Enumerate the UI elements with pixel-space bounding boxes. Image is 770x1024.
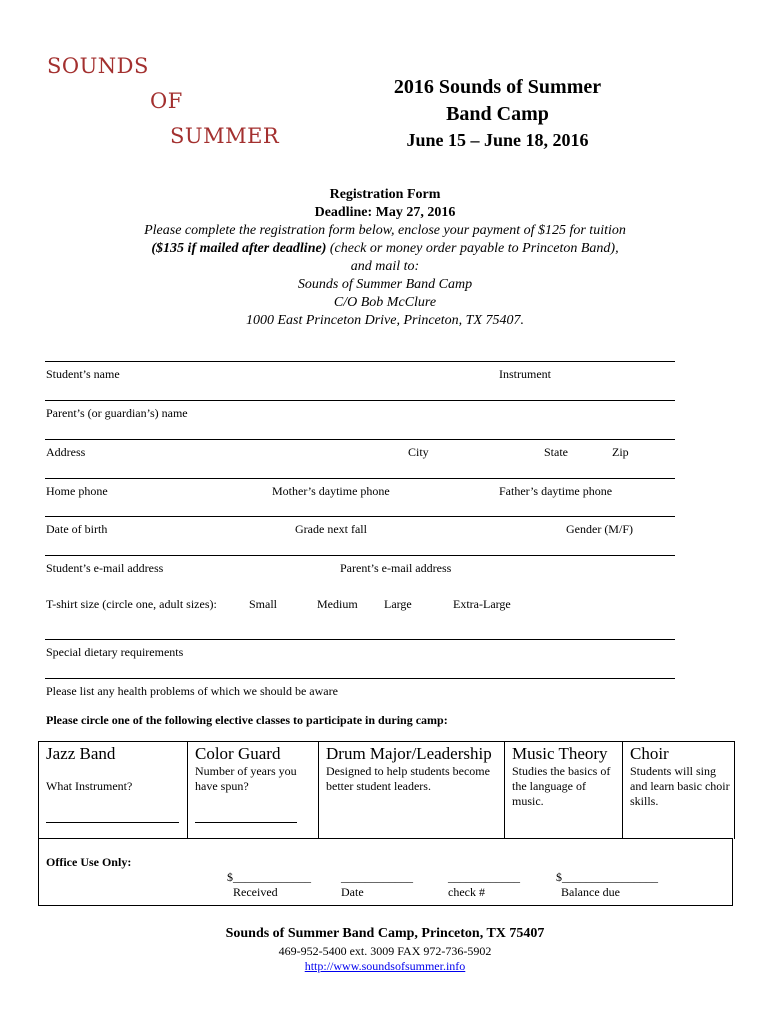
grade-label: Grade next fall (295, 522, 367, 536)
address-line[interactable] (45, 439, 675, 440)
balance-label: Balance due (561, 885, 620, 899)
student-name-line[interactable] (45, 361, 675, 362)
logo-line-sounds: SOUNDS (47, 54, 149, 78)
payable-note: (check or money order payable to Princeton Band), (326, 241, 619, 256)
form-title: Registration Form (329, 187, 441, 202)
footer-phone: 469-952-5400 ext. 3009 FAX 972-736-5902 (278, 944, 492, 958)
gender-label: Gender (M/F) (566, 522, 633, 536)
elective-desc: What Instrument? (46, 779, 133, 793)
date-label: Date (341, 885, 364, 899)
footer-url-row (0, 959, 770, 974)
website-link[interactable]: http://www.soundsofsummer.info (304, 959, 466, 973)
mailing-street: 1000 East Princeton Drive, Princeton, TX 75407. (245, 313, 525, 328)
office-use-box (38, 838, 733, 906)
elective-choir[interactable] (622, 742, 734, 839)
email-line[interactable] (45, 555, 675, 556)
elective-jazz-band[interactable] (39, 742, 187, 839)
instructions-line1: Please complete the registration form below, enclose your payment of $125 for tuition (144, 223, 626, 238)
page-title-line2: Band Camp (446, 103, 549, 125)
tshirt-label: T-shirt size (circle one, adult sizes): (46, 597, 217, 611)
elective-desc: Designed to help students become better student leaders. (326, 764, 490, 793)
elective-desc: Studies the basics of the language of music. (512, 764, 611, 808)
elective-name: Drum Major/Leadership (326, 744, 492, 763)
office-title: Office Use Only: (46, 855, 132, 869)
state-label: State (544, 445, 568, 459)
elective-desc: Number of years you have spun? (195, 764, 297, 793)
elective-color-guard[interactable] (187, 742, 318, 839)
elective-name: Choir (630, 744, 669, 763)
phone-line[interactable] (45, 478, 675, 479)
parent-email-label: Parent’s e-mail address (340, 561, 452, 575)
father-phone-label: Father’s daytime phone (499, 484, 613, 498)
health-line[interactable] (45, 678, 675, 679)
elective-table (38, 741, 735, 839)
elective-prompt: Please circle one of the following elective classes to participate in during camp: (46, 713, 448, 727)
tshirt-large[interactable]: Large (384, 597, 412, 611)
elective-desc: Students will sing and learn basic choir skills. (630, 764, 730, 808)
camp-dates: June 15 – June 18, 2016 (406, 130, 589, 150)
elective-name: Jazz Band (46, 744, 116, 763)
mailing-name: Sounds of Summer Band Camp (297, 277, 473, 292)
page-title-line1: 2016 Sounds of Summer (393, 76, 602, 98)
mother-phone-label: Mother’s daytime phone (272, 484, 390, 498)
tshirt-extra-large[interactable]: Extra-Large (453, 597, 511, 611)
elective-name: Music Theory (512, 744, 608, 763)
mailing-co: C/O Bob McClure (333, 295, 437, 310)
dietary-label: Special dietary requirements (46, 645, 184, 659)
elective-drum-major[interactable] (318, 742, 504, 839)
city-label: City (408, 445, 429, 459)
instrument-blank[interactable] (46, 822, 179, 823)
parent-name-line[interactable] (45, 400, 675, 401)
elective-name: Color Guard (195, 744, 281, 763)
received-blank[interactable]: $_____________ (227, 870, 311, 884)
received-label: Received (233, 885, 278, 899)
check-blank[interactable]: ____________ (448, 870, 520, 884)
date-blank[interactable]: ____________ (341, 870, 413, 884)
footer-title: Sounds of Summer Band Camp, Princeton, TX 75407 (225, 926, 545, 941)
student-name-label: Student’s name (46, 367, 120, 381)
tshirt-medium[interactable]: Medium (317, 597, 358, 611)
dietary-line[interactable] (45, 639, 675, 640)
instrument-label: Instrument (499, 367, 551, 381)
zip-label: Zip (612, 445, 629, 459)
logo-line-summer: SUMMER (170, 124, 280, 148)
deadline: Deadline: May 27, 2016 (314, 205, 456, 220)
dob-line[interactable] (45, 516, 675, 517)
student-email-label: Student’s e-mail address (46, 561, 164, 575)
dob-label: Date of birth (46, 522, 108, 536)
check-label: check # (448, 885, 485, 899)
tshirt-small[interactable]: Small (249, 597, 278, 611)
home-phone-label: Home phone (46, 484, 108, 498)
address-label: Address (46, 445, 86, 459)
years-spun-blank[interactable] (195, 822, 297, 823)
late-fee-note: ($135 if mailed after deadline) (151, 241, 327, 256)
instructions-line3: and mail to: (350, 259, 420, 274)
health-label: Please list any health problems of which we should be aware (46, 684, 338, 698)
instructions-line2 (0, 241, 770, 257)
logo-line-of: OF (150, 89, 183, 113)
elective-music-theory[interactable] (504, 742, 622, 839)
balance-blank[interactable]: $________________ (556, 870, 658, 884)
parent-name-label: Parent’s (or guardian’s) name (46, 406, 188, 420)
